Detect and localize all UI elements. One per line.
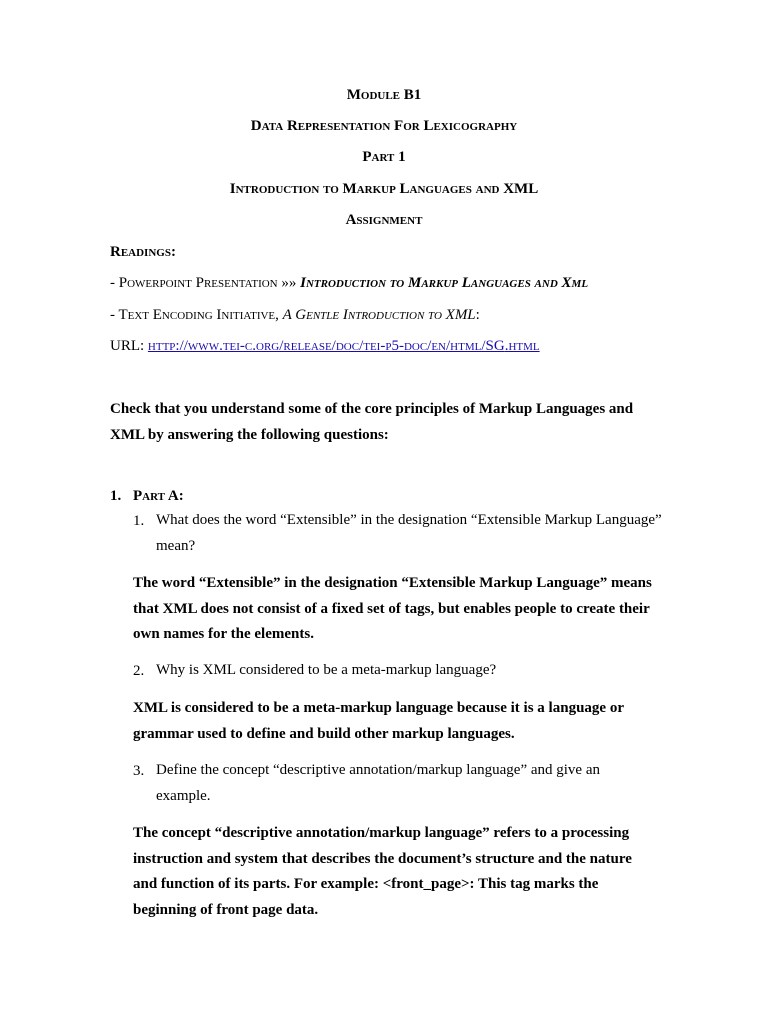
- url-part-b: 5: [391, 338, 399, 354]
- url-part-d: SG: [485, 338, 505, 354]
- reading-item-tei: [110, 306, 710, 324]
- intro-paragraph: Check that you understand some of the core principles of Markup Languages and XML by answering the following questions:: [110, 401, 634, 443]
- course-title: Data Representation For Lexicography: [250, 118, 518, 134]
- reading-url-line: [110, 337, 710, 355]
- module-title: Module B1: [346, 87, 422, 103]
- part-title: Part 1: [362, 149, 406, 165]
- question-2-number: 2.: [133, 663, 145, 679]
- topic-title: Introduction to Markup Languages and XML: [229, 181, 539, 197]
- reading-url-link[interactable]: [148, 338, 540, 354]
- reading-item-powerpoint-title: Introduction to Markup Languages and Xml: [300, 275, 589, 291]
- readings-label: Readings:: [110, 244, 176, 260]
- url-part-a: http://www.tei-c.org/release/doc/tei-p: [147, 338, 392, 354]
- answer-1-text: The word “Extensible” in the designation “Extensible Markup Language” means that XML does not consist of a fixed set of tags, but enables people to create their own names for the elements.: [133, 575, 652, 642]
- assignment-title: Assignment: [345, 212, 423, 228]
- question-2-text: Why is XML considered to be a meta-markup language?: [156, 662, 497, 678]
- question-1-number: 1.: [133, 513, 145, 529]
- url-part-c: -doc/en/html/: [398, 338, 486, 354]
- url-part-e: .html: [504, 338, 540, 354]
- question-3-number: 3.: [133, 763, 145, 779]
- answer-3-text: The concept “descriptive annotation/markup language” refers to a processing instruction and system that describes the document’s structure and the nature and function of its parts. For example: <front_page>: This tag marks the beginning of front page data.: [133, 825, 632, 918]
- part-a-label: Part A:: [133, 488, 184, 504]
- question-3-text: Define the concept “descriptive annotation/markup language” and give an example.: [156, 762, 600, 804]
- part-a-number: 1.: [110, 488, 122, 504]
- question-1-text: What does the word “Extensible” in the designation “Extensible Markup Language” mean?: [156, 512, 662, 554]
- reading-item-powerpoint-prefix: - Powerpoint Presentation »»: [110, 275, 301, 291]
- answer-2-text: XML is considered to be a meta-markup language because it is a language or grammar used to define and build other markup languages.: [133, 700, 624, 742]
- reading-item-powerpoint: [110, 274, 710, 292]
- reading-item-tei-suffix: :: [475, 307, 480, 323]
- reading-item-tei-prefix: - Text Encoding Initiative,: [110, 307, 283, 323]
- url-label: URL:: [110, 338, 148, 354]
- reading-item-tei-title: A Gentle Introduction to XML: [282, 307, 476, 323]
